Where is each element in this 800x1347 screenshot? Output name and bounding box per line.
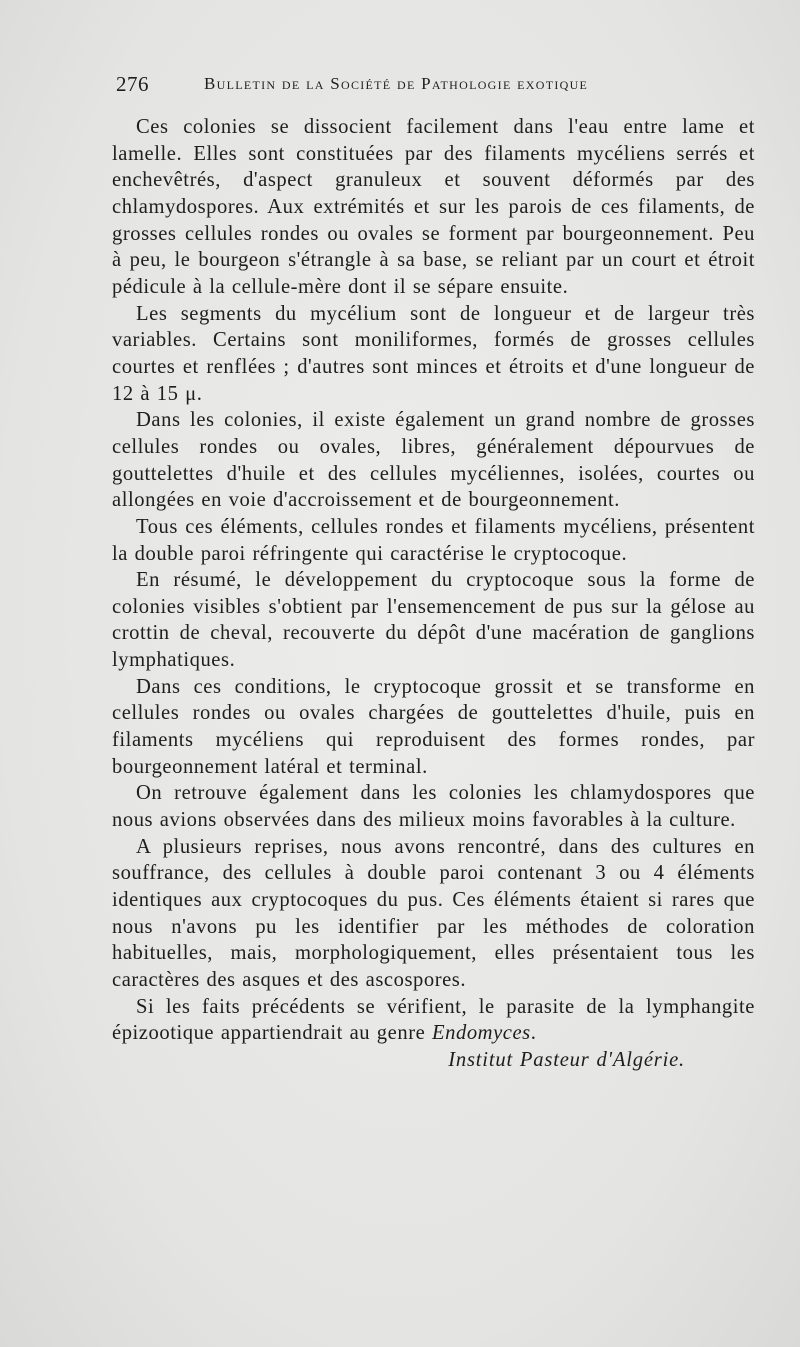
article-body xyxy=(112,114,755,1074)
genus-name: Endomyces xyxy=(432,1022,531,1045)
paragraph-1: Ces colonies se dissocient facilement dans l'eau entre lame et lamelle. Elles sont constituées par des filaments mycéliens serrés et enchevêtrés, d'aspect granuleux et souvent déformés par des chlamydospores. Aux extrémités et sur les parois de ces filaments, de grosses cellules rondes ou ovales se forment par bourgeonnement. Peu à peu, le bourgeon s'étrangle à sa base, se reliant par un court et étroit pédicule à la cellule-mère dont il se sépare ensuite. xyxy=(112,116,755,298)
page-header xyxy=(116,72,668,102)
paragraph-8: A plusieurs reprises, nous avons rencontré, dans des cultures en souffrance, des cellules à double paroi contenant 3 ou 4 éléments identiques aux cryptocoques du pus. Ces éléments étaient si rares que nous n'avons pu les identifier par les méthodes de coloration habituelles, mais, morphologiquement, elles présentaient tous les caractères des asques et des ascospores. xyxy=(112,835,755,991)
paragraph-9-end: . xyxy=(530,1022,537,1045)
page-number: 276 xyxy=(116,72,149,96)
paragraph-4: Tous ces éléments, cellules rondes et filaments mycéliens, présentent la double paroi réfringente qui caractérise le cryptocoque. xyxy=(112,515,755,565)
paragraph-3: Dans les colonies, il existe également un grand nombre de grosses cellules rondes ou ovales, libres, généralement dépourvues de gouttelettes d'huile et des cellules mycéliennes, isolées, courtes ou allongées en voie d'accroissement et de bourgeonnement. xyxy=(112,409,755,512)
institution-signature: Institut Pasteur d'Algérie. xyxy=(448,1048,685,1071)
paragraph-9 xyxy=(112,994,755,1047)
paragraph-7: On retrouve également dans les colonies les chlamydospores que nous avions observées dans des milieux moins favorables à la culture. xyxy=(112,782,755,832)
running-head: Bulletin de la Société de Pathologie exotique xyxy=(204,74,589,93)
paragraph-5: En résumé, le développement du cryptocoque sous la forme de colonies visibles s'obtient par l'ensemencement de pus sur la gélose au crottin de cheval, recouverte du dépôt d'une macération de ganglions lymphatiques. xyxy=(112,569,755,672)
paragraph-6: Dans ces conditions, le cryptocoque grossit et se transforme en cellules rondes ou ovales chargées de gouttelettes d'huile, puis en filaments mycéliens qui reproduisent des formes rondes, par bourgeonnement latéral et terminal. xyxy=(112,675,755,778)
paragraph-9-text: Si les faits précédents se vérifient, le parasite de la lymphangite épizootique appartiendrait au genre xyxy=(112,995,755,1045)
paragraph-2: Les segments du mycélium sont de longueur et de largeur très variables. Certains sont moniliformes, formés de grosses cellules courtes et renflées ; d'autres sont minces et étroits et d'une longueur de 12 à 15 μ. xyxy=(112,302,755,405)
